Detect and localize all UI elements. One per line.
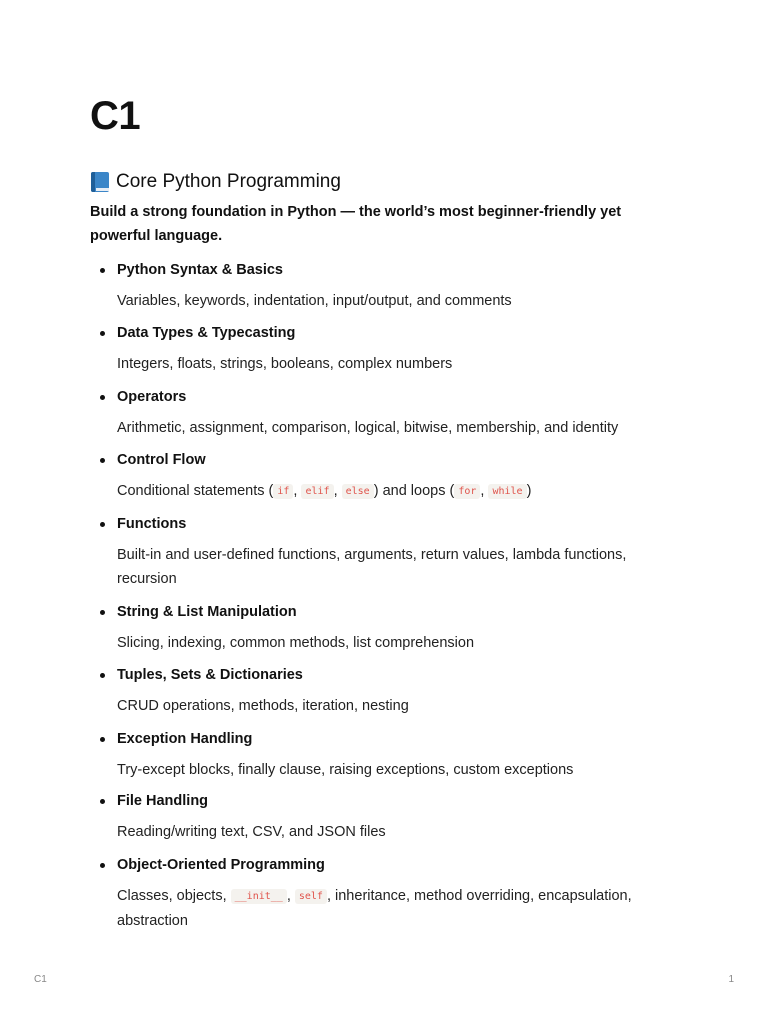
topic-title: Data Types & Typecasting (117, 325, 296, 341)
bullet-icon (100, 799, 105, 804)
inline-code: for (454, 484, 480, 499)
inline-code: if (273, 484, 293, 499)
topic-title: File Handling (117, 793, 209, 809)
desc-text: ) (526, 483, 532, 499)
topic-title: Tuples, Sets & Dictionaries (117, 667, 303, 683)
desc-text: , (286, 888, 295, 904)
intro-paragraph: Build a strong foundation in Python — the world’s most beginner-friendly yet powerful language. (90, 204, 622, 244)
inline-code: self (295, 889, 327, 904)
topic-title: Operators (117, 389, 187, 405)
topic-description: Built-in and user-defined functions, arguments, return values, lambda functions, recursion (117, 547, 627, 587)
bullet-icon (100, 458, 105, 463)
section-heading (90, 169, 341, 195)
topic-description: Integers, floats, strings, booleans, complex numbers (117, 356, 453, 372)
inline-code: else (342, 484, 374, 499)
topic-description: Slicing, indexing, common methods, list comprehension (117, 635, 475, 651)
bullet-icon (100, 522, 105, 527)
topic-description: Reading/writing text, CSV, and JSON files (117, 824, 386, 840)
topic-title: Python Syntax & Basics (117, 262, 283, 278)
inline-code: __init__ (231, 889, 287, 904)
bullet-icon (100, 331, 105, 336)
bullet-icon (100, 268, 105, 273)
topic-description: Try-except blocks, finally clause, raising exceptions, custom exceptions (117, 762, 574, 778)
page-title: C1 (90, 94, 141, 138)
topic-description: Variables, keywords, indentation, input/output, and comments (117, 293, 512, 309)
bullet-icon (100, 673, 105, 678)
bullet-icon (100, 610, 105, 615)
topic-title: Object-Oriented Programming (117, 857, 325, 873)
desc-text: , (480, 483, 489, 499)
inline-code: elif (301, 484, 333, 499)
desc-text: , inheritance, method overriding, encapsulation, abstraction (117, 888, 632, 929)
footer-page-number: 1 (728, 974, 734, 985)
topic-description: CRUD operations, methods, iteration, nesting (117, 698, 409, 714)
topic-title: String & List Manipulation (117, 604, 297, 620)
inline-code: while (488, 484, 526, 499)
topic-title: Exception Handling (117, 731, 253, 747)
blue-book-icon (90, 171, 110, 193)
bullet-icon (100, 737, 105, 742)
bullet-icon (100, 395, 105, 400)
desc-text: Conditional statements ( (117, 483, 274, 499)
desc-text: Classes, objects, (117, 888, 231, 904)
topic-description (117, 884, 687, 933)
topic-description (117, 479, 687, 504)
topic-description: Arithmetic, assignment, comparison, logical, bitwise, membership, and identity (117, 420, 619, 436)
topic-title: Functions (117, 516, 187, 532)
desc-text: , (293, 483, 302, 499)
desc-text: ) and loops ( (373, 483, 455, 499)
bullet-icon (100, 863, 105, 868)
topic-title: Control Flow (117, 452, 206, 468)
desc-text: , (333, 483, 342, 499)
section-heading-text: Core Python Programming (116, 171, 341, 192)
footer-document-name: C1 (34, 974, 47, 985)
